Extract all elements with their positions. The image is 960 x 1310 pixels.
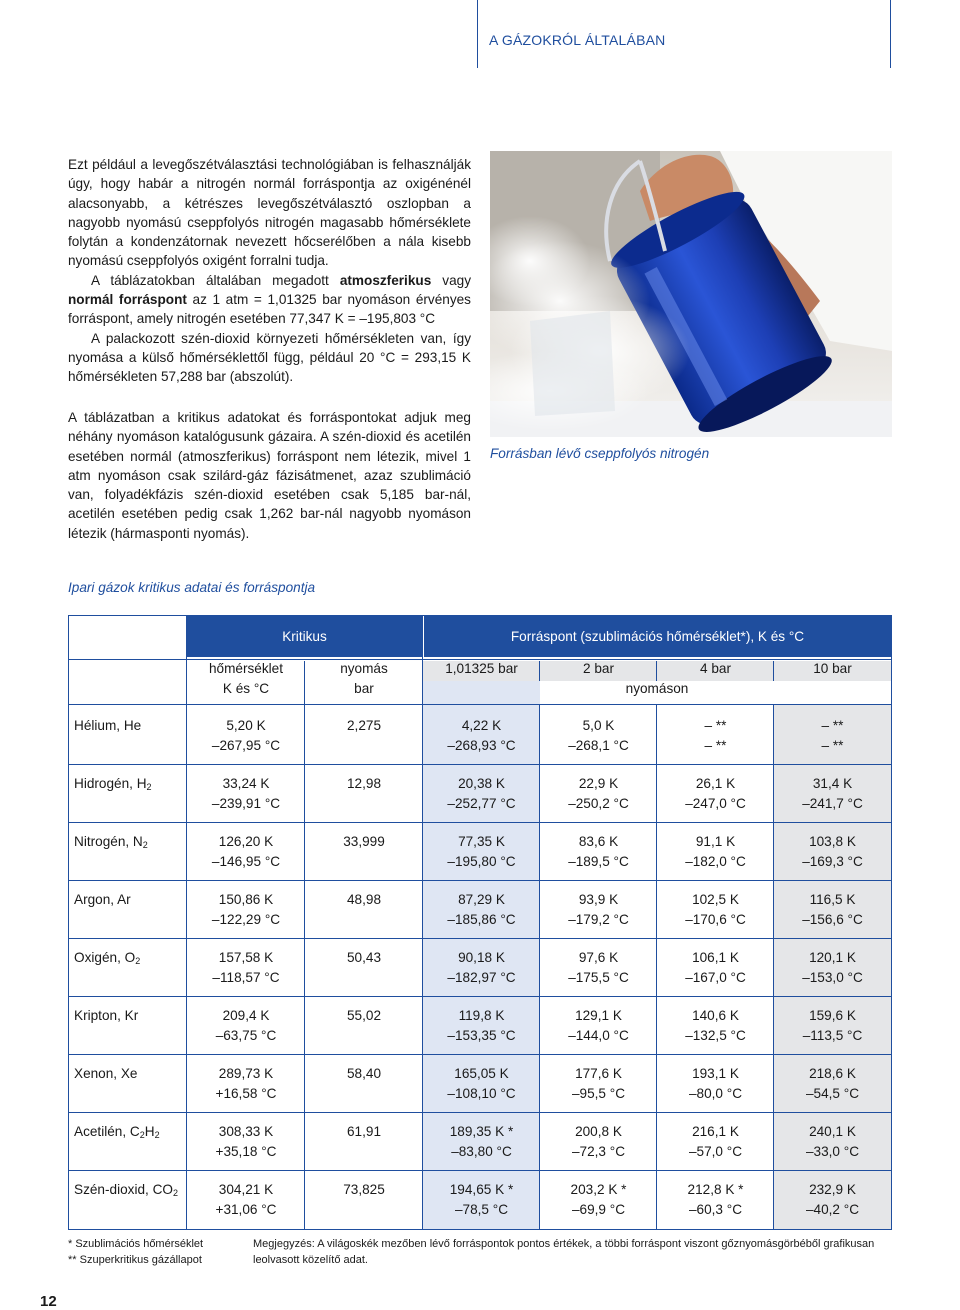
table-cell: 102,5 K –170,6 °C (685, 892, 746, 927)
table-cell: 240,1 K –33,0 °C (805, 1124, 860, 1159)
subheader-p4: 10 bar (813, 661, 852, 676)
table-cell: 140,6 K –132,5 °C (685, 1008, 746, 1043)
table-cell: 20,38 K –252,77 °C (447, 776, 516, 811)
paragraph-3: A palackozott szén-dioxid környezeti hőmérsékleten van, így nyomása a külső hőmérséklettől függ, például 20 °C = 293,15 K hőmérsékleten 57,288 bar (abszolút). (68, 330, 471, 385)
table-cell: 5,20 K –267,95 °C (211, 718, 281, 753)
table-cell: 12,98 (346, 776, 382, 791)
footnote-note: Megjegyzés: A világoskék mezőben lévő forráspontok pontos értékek, a többi forráspont viszont gőznyomásgörbéből grafikusan leolvasott közelítő adat. (253, 1238, 875, 1266)
table-cell: 50,43 (346, 950, 382, 965)
row-gas-name: Hidrogén, $H_2$ (74, 776, 152, 792)
table-cell: 97,6 K –175,5 °C (568, 950, 629, 985)
table-cell: 87,29 K –185,86 °C (447, 892, 516, 927)
table-cell: 73,825 (343, 1182, 385, 1197)
table-cell: 2,275 (346, 718, 382, 733)
table-cell: 4,22 K –268,93 °C (447, 718, 516, 753)
row-gas-name: Kripton, Kr (74, 1008, 139, 1023)
table-cell: 103,8 K –169,3 °C (802, 834, 863, 869)
table-cell: 177,6 K –95,5 °C (571, 1066, 626, 1101)
row-gas-name: Xenon, Xe (74, 1066, 138, 1081)
row-line (69, 996, 891, 997)
header-line (69, 659, 891, 660)
table-cell: 150,86 K –122,29 °C (211, 892, 281, 927)
table-cell: 232,9 K –40,2 °C (805, 1182, 860, 1217)
liquid-nitrogen-photo (490, 151, 892, 437)
table-cell: 90,18 K –182,97 °C (447, 950, 516, 985)
table-cell: 83,6 K –189,5 °C (568, 834, 629, 869)
table-cell: 209,4 K –63,75 °C (215, 1008, 277, 1043)
row-line (69, 1054, 891, 1055)
row-line (69, 1170, 891, 1171)
table-cell: 165,05 K –108,10 °C (447, 1066, 516, 1101)
photo-caption: Forrásban lévő cseppfolyós nitrogén (490, 446, 710, 461)
table-cell: 31,4 K –241,7 °C (802, 776, 863, 811)
row-line (69, 880, 891, 881)
col-line (656, 661, 657, 681)
paragraph-4: A táblázatban a kritikus adatokat és forráspontokat adjuk meg néhány nyomáson katalógusunk gázaira. A szén-dioxid és acetilén esetében normál (atmoszferikus) forráspont nem létezik, mivel 1 atm nyomáson csak szilárd-gáz fázisátmenet, azaz szublimáció van, folyadékfázis szén-dioxid esetében csak 5,185 bar-nál, acetilén esetében pedig csak 1,262 bar-nál nagyobb nyomáson létezik (hármasponti nyomás). (68, 410, 471, 541)
table-cell: 216,1 K –57,0 °C (688, 1124, 743, 1159)
boiling-group-header: Forráspont (szublimációs hőmérséklet*), K és °C (424, 616, 891, 657)
header-rule-right (890, 0, 891, 68)
paragraph-2: A táblázatokban általában megadott atmoszferikus vagy normál forráspont az 1 atm = 1,01325 bar nyomáson érvényes forráspont, amely nitrogén esetében 77,347 K = –195,803 °C (68, 272, 471, 327)
row-gas-name: Hélium, He (74, 718, 142, 733)
subheader-p3: 4 bar (700, 661, 731, 676)
table-cell: 129,1 K –144,0 °C (568, 1008, 629, 1043)
table-cell: 33,999 (343, 834, 385, 849)
subheader-p1: 1,01325 bar (445, 661, 518, 676)
subheader-pressure: nyomás bar (340, 661, 388, 696)
table-cell: 289,73 K +16,58 °C (215, 1066, 277, 1101)
footnote-supercritical: ** Szuperkritikus gázállapot (68, 1253, 202, 1266)
header-line (69, 704, 891, 705)
table-cell: 200,8 K –72,3 °C (571, 1124, 626, 1159)
table-cell: 159,6 K –113,5 °C (802, 1008, 863, 1043)
row-line (69, 822, 891, 823)
table-cell: 203,2 K * –69,9 °C (570, 1182, 627, 1217)
table-cell: 91,1 K –182,0 °C (685, 834, 746, 869)
table-cell: 61,91 (346, 1124, 382, 1139)
table-cell: 116,5 K –156,6 °C (802, 892, 863, 927)
table-cell: 308,33 K +35,18 °C (215, 1124, 277, 1159)
table-cell: 119,8 K –153,35 °C (447, 1008, 516, 1043)
row-gas-name: Nitrogén, $N_2$ (74, 834, 148, 850)
table-cell: 93,9 K –179,2 °C (568, 892, 629, 927)
row-gas-name: Szén-dioxid, $CO_2$ (74, 1182, 178, 1198)
table-cell: 106,1 K –167,0 °C (685, 950, 746, 985)
table-cell: 26,1 K –247,0 °C (685, 776, 746, 811)
paragraph-1: Ezt például a levegőszétválasztási technológiában is felhasználják úgy, hogy habár a nitrogén normál forráspontja az oxigénénél alacsonyabb, a kétrészes levegőszétválasztó oszlopban a nagyobb nyomású cseppfolyós nitrogén magasabb hőmérséklete folytán a kondenzátornak nevezett hőcserélőben a nála kisebb nyomású cseppfolyós oxigént forralni tudja. (68, 157, 471, 269)
footnote-left (68, 1237, 248, 1268)
table-cell: – ** – ** (821, 718, 844, 753)
body-text-bottom (68, 408, 471, 543)
header-rule-left (477, 0, 478, 68)
table-cell: 55,02 (346, 1008, 382, 1023)
row-gas-name: Oxigén, $O_2$ (74, 950, 141, 966)
table-cell: 189,35 K * –83,80 °C (449, 1124, 514, 1159)
table-cell: 77,35 K –195,80 °C (447, 834, 516, 869)
table-cell: 22,9 K –250,2 °C (568, 776, 629, 811)
subheader-p2: 2 bar (583, 661, 614, 676)
table-title: Ipari gázok kritikus adatai és forráspontja (68, 580, 316, 595)
table-cell: 157,58 K –118,57 °C (212, 950, 280, 985)
col-line (539, 661, 540, 681)
table-cell: 193,1 K –80,0 °C (688, 1066, 743, 1101)
table-cell: 120,1 K –153,0 °C (802, 950, 863, 985)
row-line (69, 764, 891, 765)
table-cell: 126,20 K –146,95 °C (211, 834, 281, 869)
table-cell: 194,65 K * –78,5 °C (449, 1182, 514, 1217)
table-cell: 33,24 K –239,91 °C (211, 776, 281, 811)
table-cell: 58,40 (346, 1066, 382, 1081)
row-line (69, 1112, 891, 1113)
gas-data-table (68, 615, 892, 1230)
table-cell: 48,98 (346, 892, 382, 907)
footnote-sublimation: * Szublimációs hőmérséklet (68, 1238, 204, 1250)
section-title: A GÁZOKRÓL ÁLTALÁBAN (489, 32, 666, 48)
row-gas-name: Argon, Ar (74, 892, 131, 907)
table-cell: 212,8 K * –60,3 °C (687, 1182, 744, 1217)
subheader-temperature: hőmérséklet K és °C (208, 661, 284, 696)
table-cell: 5,0 K –268,1 °C (568, 718, 629, 753)
critical-group-header: Kritikus (187, 616, 422, 657)
table-cell: 304,21 K +31,06 °C (215, 1182, 277, 1217)
page-number: 12 (40, 1293, 57, 1310)
table-cell: – ** – ** (704, 718, 727, 753)
table-cell: 218,6 K –54,5 °C (805, 1066, 860, 1101)
row-line (69, 938, 891, 939)
subheader-pressure-word: nyomáson (625, 681, 689, 696)
row-gas-name: Acetilén, $C_2H_2$ (74, 1124, 160, 1140)
col-line (773, 661, 774, 681)
body-text-top (68, 155, 471, 387)
